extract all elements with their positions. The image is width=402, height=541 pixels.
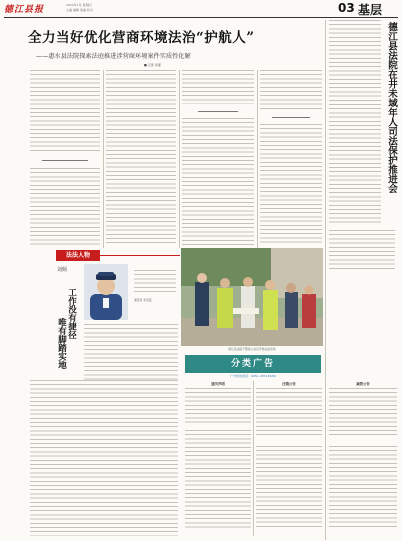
feature-portrait <box>84 264 128 320</box>
masthead-info-line1: 2022年1月 星期四 <box>66 3 92 7</box>
ad-notice-1-body <box>185 388 251 424</box>
ads-header-label: 分类广告 <box>230 359 275 369</box>
article-column-3 <box>182 70 254 104</box>
headline <box>28 26 338 60</box>
feature-title-col2: 唯有脚踏实地 <box>56 318 67 369</box>
article-column-4 <box>260 70 322 110</box>
feature-quote-source: 通讯员 李宣蓝 <box>134 298 152 302</box>
article-subhead-1 <box>30 156 100 164</box>
masthead <box>0 0 402 20</box>
column-divider-1 <box>103 70 104 248</box>
ad-divider-1 <box>253 381 254 536</box>
article-column-1b <box>30 168 100 248</box>
headline-sub: ——惠水县法院探索法庭推进涉营商环境案件实质性化解 <box>36 53 191 60</box>
ad-notice-3-body <box>329 388 397 438</box>
page-section: 基层 <box>358 3 383 17</box>
ads-phone: 广告热线电话：0851-2851XXXX <box>230 374 276 378</box>
ad-notice-3b <box>329 446 397 530</box>
side-column-text <box>329 20 381 226</box>
side-column-title: 德江县法院在井未域年人司法保护推进会 <box>386 22 397 193</box>
headline-main: 全力当好优化营商环境法治“护航人” <box>28 30 255 46</box>
article-subhead-2 <box>182 107 254 115</box>
ad-notice-2 <box>256 381 322 441</box>
article-column-1 <box>30 70 100 152</box>
column-divider-2 <box>179 70 180 248</box>
article-column-4b <box>260 124 322 246</box>
ads-header <box>185 355 321 373</box>
ad-notice-1 <box>185 381 251 425</box>
column-divider-3 <box>257 70 258 248</box>
ad-notice-3 <box>329 381 397 441</box>
ad-notice-1-title: 遗失声明 <box>211 382 225 386</box>
feature-name: 刘倾 <box>57 267 68 273</box>
side-column-text-2 <box>329 230 395 270</box>
masthead-logo: 德江县报 <box>4 5 45 15</box>
feature-body-2 <box>30 380 178 536</box>
masthead-rule <box>4 17 398 18</box>
ad-notice-1b <box>185 430 251 530</box>
byline: ■ 记者 李强 <box>144 63 161 67</box>
section-tag-label: 法法人物 <box>65 252 90 259</box>
ad-notice-2b <box>256 446 322 530</box>
feature-quote <box>134 270 176 294</box>
photo-scene <box>181 248 323 346</box>
ad-notice-3-title: 减资公告 <box>356 382 370 386</box>
article-column-2 <box>106 70 176 246</box>
page-number: 03 <box>338 1 355 15</box>
ad-notice-2-body <box>256 388 322 438</box>
feature-body-1 <box>84 324 178 380</box>
section-tag-rule <box>100 255 180 256</box>
section-tag <box>56 250 100 261</box>
ad-notice-2-title: 注销公告 <box>282 382 296 386</box>
feature-title-col1: 工作没有捷径 <box>66 288 77 339</box>
masthead-info-line2: 主编 编辑 美编 校对 <box>66 8 93 12</box>
ad-divider-2 <box>325 381 326 536</box>
photo-caption: 德江县法院干警深入社区开展法治宣传 <box>228 347 276 351</box>
article-subhead-3 <box>260 113 322 121</box>
article-column-3b <box>182 118 254 246</box>
article-photo <box>181 248 323 346</box>
portrait-figure <box>84 264 128 320</box>
